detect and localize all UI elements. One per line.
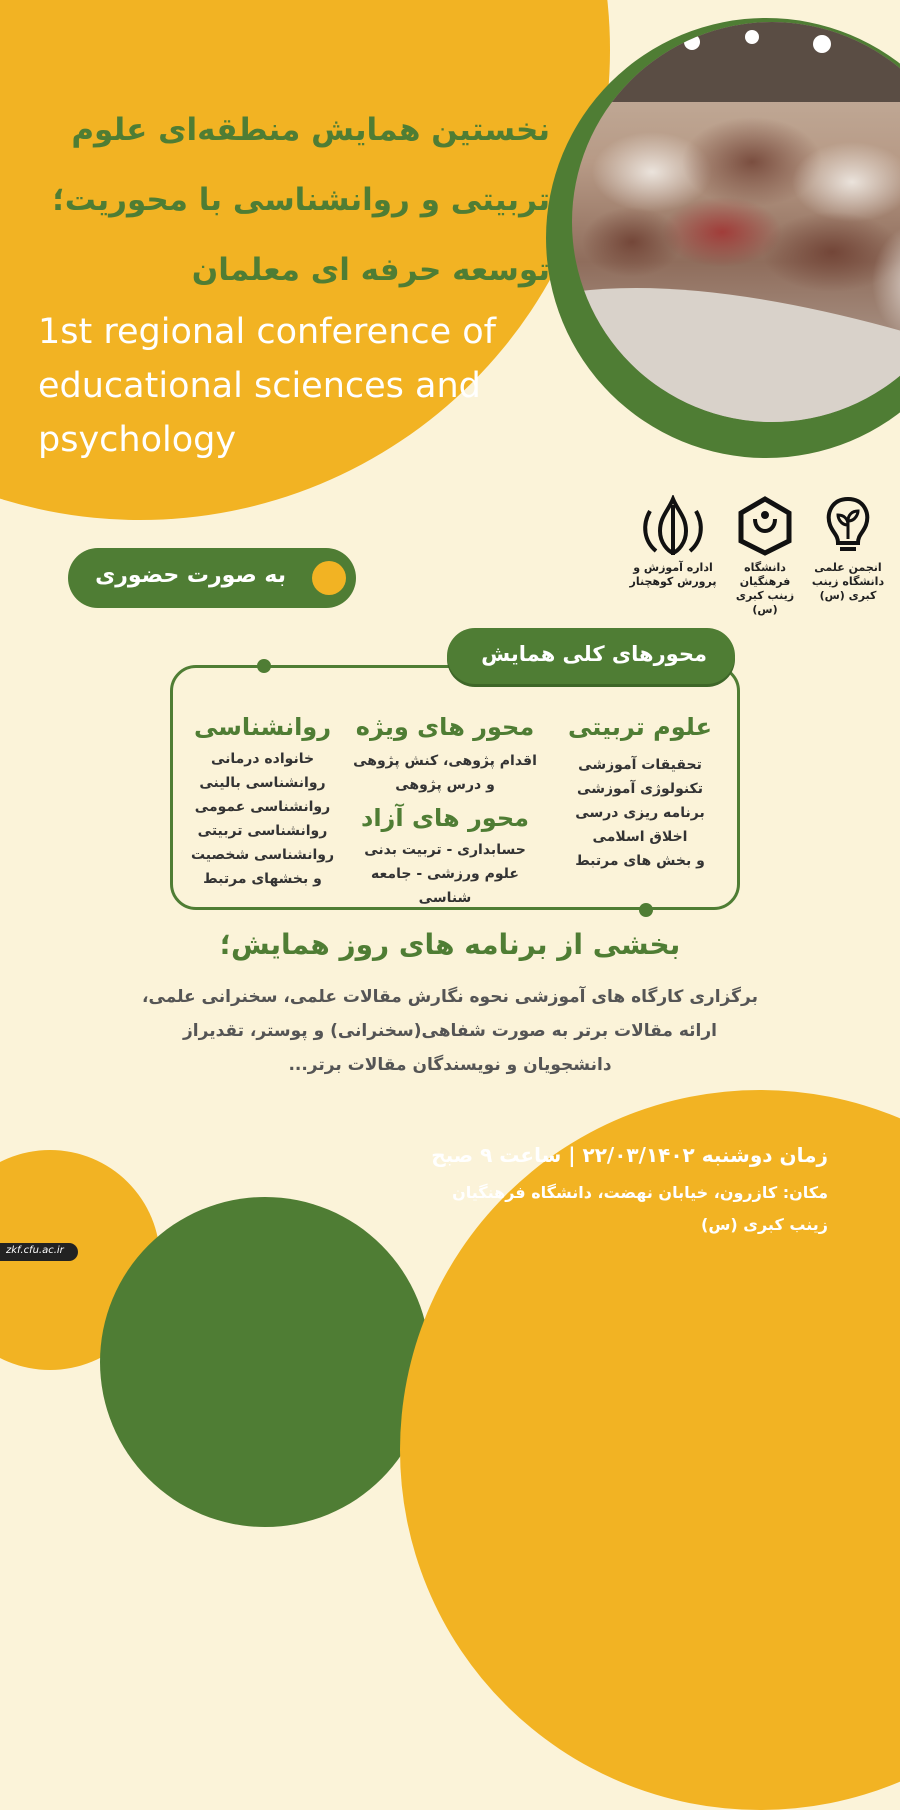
iran-emblem-icon — [638, 495, 708, 557]
logo-scientific-association — [808, 495, 888, 615]
logo-farhangian-university — [725, 495, 805, 615]
program-text — [90, 980, 810, 1082]
list-item: روانشناسی تربیتی — [197, 823, 328, 839]
farhangian-university-icon — [735, 495, 795, 557]
logo-iran-emblem — [628, 495, 718, 615]
list-item: حسابداری - تربیت بدنی — [364, 842, 526, 858]
event-place-line1: مکان: کازرون، خیابان نهضت، دانشگاه فرهنگیان — [452, 1183, 828, 1202]
green-bottom-circle — [100, 1197, 430, 1527]
logo-label-university: دانشگاه فرهنگیان زینب کبری (س) — [735, 561, 795, 616]
logo-label-education-office: اداره آموزش و پرورش کوهچنار — [629, 561, 717, 588]
conference-title-fa: نخستین همایش منطقه‌ای علوم تربیتی و روانشناسی با محوریت؛ توسعه حرفه ای معلمان — [52, 112, 550, 288]
frame-dot-bottom — [639, 903, 653, 917]
in-person-badge — [68, 548, 356, 608]
list-item: و بخشهای مرتبط — [203, 871, 322, 887]
list-item: برنامه ریزی درسی — [575, 805, 705, 821]
program-line: دانشجویان و نویسندگان مقالات برتر... — [288, 1055, 612, 1075]
program-line: برگزاری کارگاه های آموزشی نحوه نگارش مقالات علمی، سخنرانی علمی، — [142, 987, 758, 1007]
list-item: علوم ورزشی - جامعه شناسی — [371, 866, 519, 906]
frame-dot-top — [257, 659, 271, 673]
program-title: بخشی از برنامه های روز همایش؛ — [219, 928, 681, 961]
list-item: خانواده درمانی — [210, 751, 315, 767]
list-item: روانشناسی عمومی — [194, 799, 331, 815]
axes-title: محورهای کلی همایش — [481, 642, 707, 666]
lamp-plant-icon — [820, 495, 876, 557]
event-time: زمان دوشنبه ۲۲/۰۳/۱۴۰۲ | ساعت ۹ صبح — [431, 1143, 828, 1167]
conference-title-en: 1st regional conference of educational sciences and psychology — [38, 312, 497, 460]
logo-label-association: انجمن علمی دانشگاه زینب کبری (س) — [811, 561, 885, 602]
list-item: اقدام پژوهی، کنش پژوهی — [353, 753, 537, 769]
list-item: اخلاق اسلامی — [592, 829, 688, 845]
axis-psychology-heading: روانشناسی — [193, 713, 332, 741]
axis-free — [345, 804, 545, 910]
event-place-line2: زینب کبری (س) — [701, 1215, 828, 1234]
program-line: ارائه مقالات برتر به صورت شفاهی(سخنرانی) و پوستر، تقدیراز — [183, 1021, 717, 1041]
list-item: تکنولوژی آموزشی — [577, 781, 703, 797]
in-person-label: به صورت حضوری — [95, 563, 286, 588]
yellow-dot — [312, 561, 346, 595]
audience-photo — [572, 22, 900, 422]
list-item: تحقیقات آموزشی — [578, 757, 702, 773]
axes-title-badge — [447, 628, 735, 684]
website-watermark — [0, 1243, 78, 1261]
axis-special-heading: محور های ویژه — [355, 713, 535, 741]
axis-educational-heading: علوم تربیتی — [567, 713, 712, 741]
list-item: و درس پژوهی — [395, 777, 495, 793]
axis-special — [350, 713, 540, 797]
watermark-text: zkf.cfu.ac.ir — [6, 1245, 64, 1256]
list-item: و بخش های مرتبط — [575, 853, 705, 869]
axis-educational — [560, 713, 720, 873]
list-item: روانشناسی بالینی — [199, 775, 326, 791]
list-item: روانشناسی شخصیت — [190, 847, 335, 863]
axis-psychology — [190, 713, 335, 891]
axis-free-heading: محور های آزاد — [361, 804, 529, 832]
